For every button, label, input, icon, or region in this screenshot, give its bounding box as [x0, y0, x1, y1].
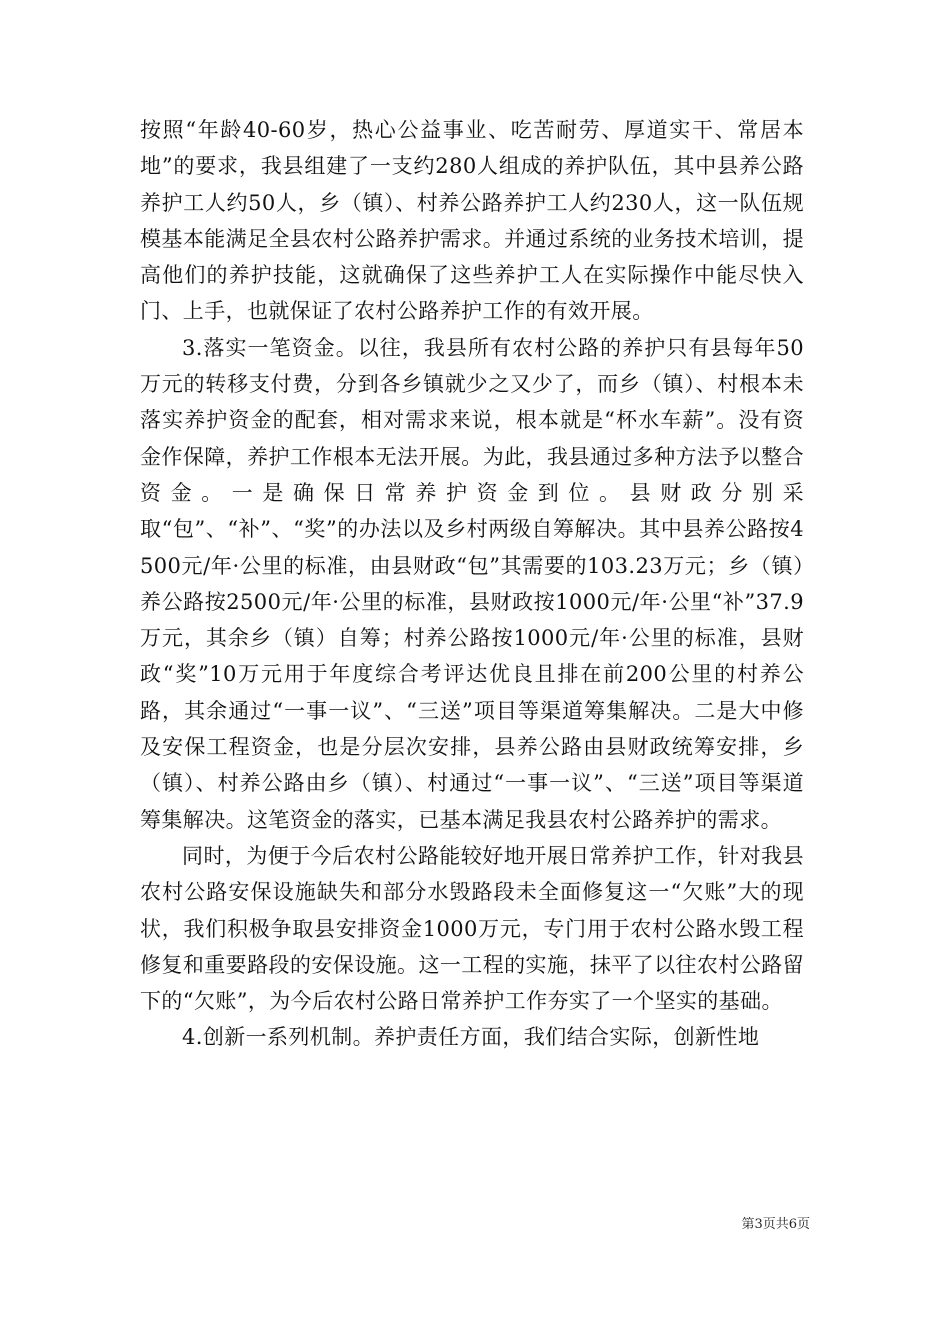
paragraph-3: 同时，为便于今后农村公路能较好地开展日常养护工作，针对我县农村公路安保设施缺失和部分水毁路段未全面修复这一“欠账”大的现状，我们积极争取县安排资金1000万元，专门用于农村公路水毁工程修复和重要路段的安保设施。这一工程的实施，抹平了以往农村公路留下的“欠账”，为今后农村公路日常养护工作夯实了一个坚实的基础。	[140, 843, 804, 1014]
paragraph-4: 4.创新一系列机制。养护责任方面，我们结合实际，创新性地	[182, 1025, 760, 1050]
paragraph-2: 3.落实一笔资金。以往，我县所有农村公路的养护只有县每年50万元的转移支付费，分到各乡镇就少之又少了，而乡（镇）、村根本未落实养护资金的配套，相对需求来说，根本就是“杯水车薪”。没有资金作保障，养护工作根本无法开展。为此，我县通过多种方法予以整合资金。一是确保日常养护资金到位。县财政分别采取“包”、“补”、“奖”的办法以及乡村两级自筹解决。其中县养公路按4500元/年·公里的标准，由县财政“包”其需要的103.23万元；乡（镇）养公路按2500元/年·公里的标准，县财政按1000元/年·公里“补”37.9万元，其余乡（镇）自筹；村养公路按1000元/年·公里的标准，县财政“奖”10万元用于年度综合考评达优良且排在前200公里的村养公路，其余通过“一事一议”、“三送”项目等渠道筹集解决。二是大中修及安保工程资金，也是分层次安排，县养公路由县财政统筹安排，乡（镇）、村养公路由乡（镇）、村通过“一事一议”、“三送”项目等渠道筹集解决。这笔资金的落实，已基本满足我县农村公路养护的需求。	[140, 335, 804, 832]
paragraph-1: 按照“年龄40-60岁，热心公益事业、吃苦耐劳、厚道实干、常居本地”的要求，我县组建了一支约280人组成的养护队伍，其中县养公路养护工人约50人，乡（镇）、村养公路养护工人约230人，这一队伍规模基本能满足全县农村公路养护需求。并通过系统的业务技术培训，提高他们的养护技能，这就确保了这些养护工人在实际操作中能尽快入门、上手，也就保证了农村公路养护工作的有效开展。	[140, 118, 804, 324]
page-number-footer: 第3页共6页	[741, 1217, 810, 1232]
document-body	[140, 112, 804, 1056]
